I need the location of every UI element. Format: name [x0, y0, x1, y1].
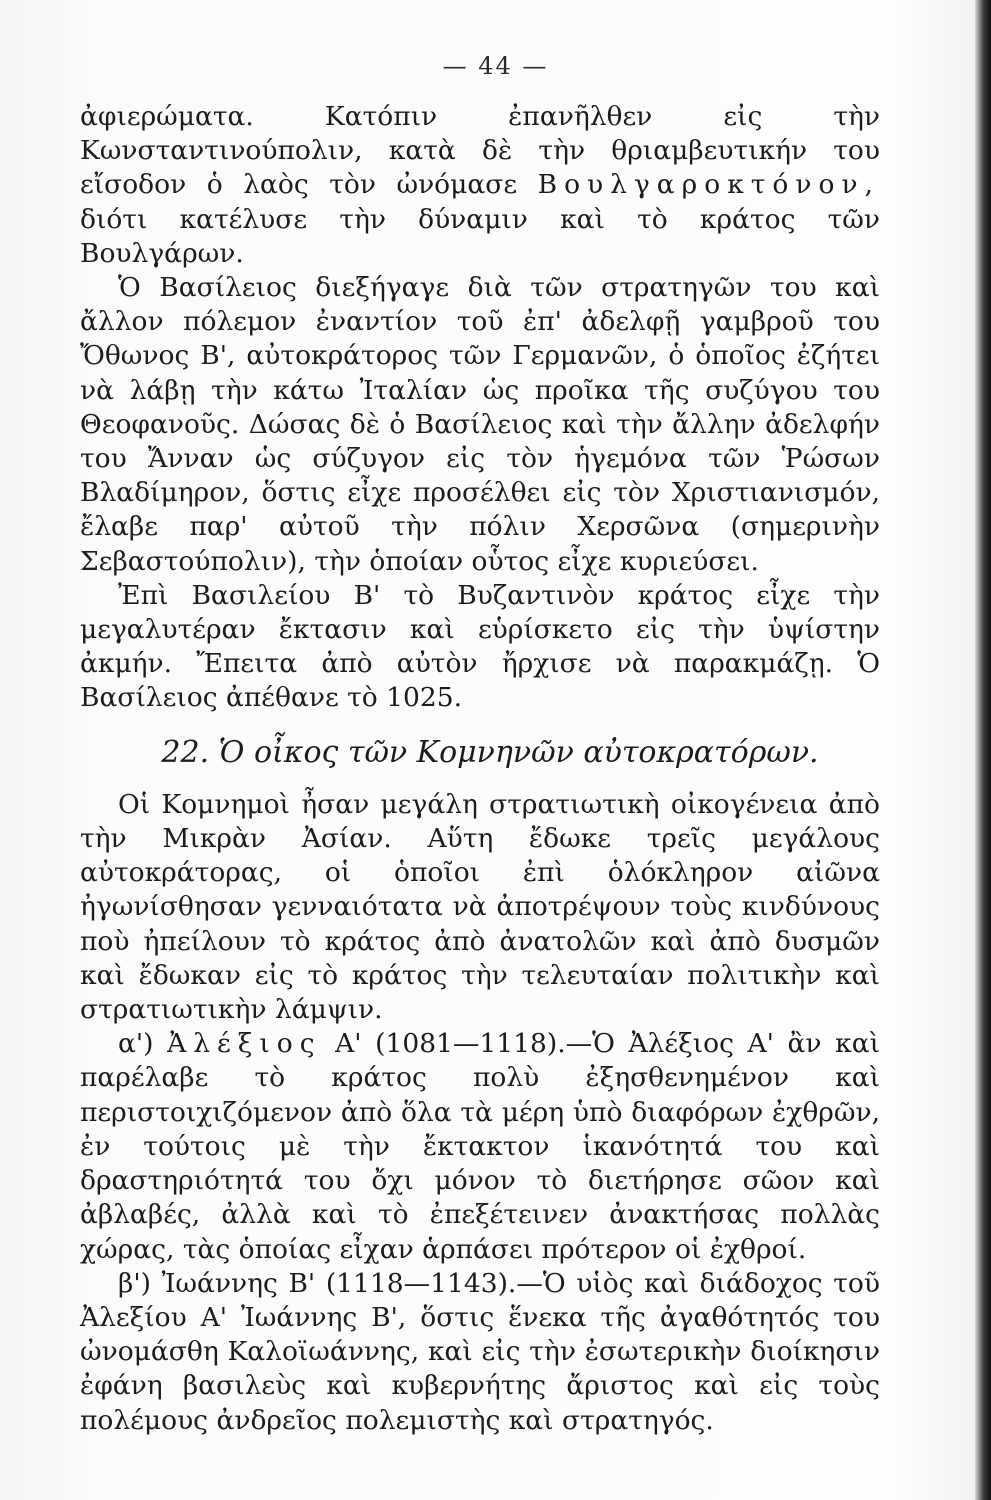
- spaced-word-voulgaroktonos: Βουλγαροκτόνον,: [537, 169, 880, 201]
- page-number: — 44 —: [442, 52, 549, 80]
- page-edge-shadow: [975, 0, 991, 1500]
- body-text: [80, 100, 880, 1438]
- paragraph-3: Ἐπὶ Βασιλείου Β' τὸ Βυζαντινὸν κράτος εἶχε τὴν μεγαλυτέραν ἔκτασιν καὶ εὑρίσκετο εἰς τὴν ὑψίστην ἀκμήν. Ἔπειτα ἀπὸ αὐτὸν ἤρχισε νὰ παρακμάζῃ. Ὁ Βασίλειος ἀπέθανε τὸ 1025.: [80, 579, 880, 714]
- paragraph-5-text: Α' (1081—1118).—Ὁ Ἀλέξιος Α' ἂν καὶ παρέλαβε τὸ κράτος πολὺ ἐξησθενημένον καὶ περιστοιχιζόμενον ἀπὸ ὅλα τὰ μέρη ὑπὸ διαφόρων ἐχθρῶν, ἐν τούτοις μὲ τὴν ἔκτακτον ἱκανότητά του καὶ δραστηριότητά του ὄχι μόνον τὸ διετήρησε σῶον καὶ ἀβλαβές, ἀλλὰ καὶ τὸ ἐπεξέτεινεν ἀνακτήσας πολλὰς χώρας, τὰς ὁποίας εἶχαν ἁρπάσει πρότερον οἱ ἐχθροί.: [80, 1028, 880, 1265]
- paragraph-5: [80, 1027, 880, 1266]
- paragraph-1: [80, 100, 880, 271]
- paragraph-1-end: διότι κατέλυσε τὴν δύναμιν καὶ τὸ κράτος τῶν Βουλγάρων.: [80, 203, 880, 269]
- paragraph-2: Ὁ Βασίλειος διεξήγαγε διὰ τῶν στρατηγῶν του καὶ ἄλλον πόλεμον ἐναντίον τοῦ ἐπ' ἀδελφῇ γαμβροῦ του Ὄθωνος Β', αὐτοκράτορος τῶν Γερμανῶν, ὁ ὁποῖος ἐζήτει νὰ λάβῃ τὴν κάτω Ἰταλίαν ὡς προῖκα τῆς συζύγου του Θεοφανοῦς. Δώσας δὲ ὁ Βασίλειος καὶ τὴν ἄλλην ἀδελφήν του Ἄνναν ὡς σύζυγον εἰς τὸν ἡγεμόνα τῶν Ῥώσων Βλαδίμηρον, ὅστις εἶχε προσέλθει εἰς τὸν Χριστιανισμόν, ἔλαβε παρ' αὐτοῦ τὴν πόλιν Χερσῶνα (σημερινὴν Σεβαστούπολιν), τὴν ὁποίαν οὗτος εἶχε κυριεύσει.: [80, 272, 880, 577]
- paragraph-4: Οἱ Κομνημοὶ ἦσαν μεγάλη στρατιωτικὴ οἰκογένεια ἀπὸ τὴν Μικρὰν Ἀσίαν. Αὕτη ἔδωκε τρεῖς μεγάλους αὐτοκράτορας, οἱ ὁποῖοι ἐπὶ ὁλόκληρον αἰῶνα ἠγωνίσθησαν γενναιότατα νὰ ἀποτρέψουν τοὺς κινδύνους ποὺ ἠπείλουν τὸ κράτος ἀπὸ ἀνατολῶν καὶ ἀπὸ δυσμῶν καὶ ἔδωκαν εἰς τὸ κράτος τὴν τελευταίαν πολιτικὴν καὶ στρατιωτικὴν λάμψιν.: [80, 788, 880, 1026]
- paragraph-6: β') Ἰωάννης Β' (1118—1143).—Ὁ υἱὸς καὶ διάδοχος τοῦ Ἀλεξίου Α' Ἰωάννης Β', ὅστις ἕνεκα τῆς ἀγαθότητός του ὠνομάσθη Καλοϊωάννης, καὶ εἰς τὴν ἐσωτερικὴν διοίκησιν ἐφάνη βασιλεὺς καὶ κυβερνήτης ἄριστος καὶ εἰς τοὺς πολέμους ἀνδρεῖος πολεμιστὴς καὶ στρατηγός.: [80, 1267, 880, 1436]
- spaced-word-alexios: Ἀλέξιος: [167, 1028, 322, 1060]
- section-heading: 22. Ὁ οἶκος τῶν Κομνηνῶν αὐτοκρατόρων.: [161, 734, 819, 770]
- paragraph-1-text: ἀφιερώματα. Κατόπιν ἐπανῆλθεν εἰς τὴν Κωνσταντινούπολιν, κατὰ δὲ τὴν θριαμβευτικήν του εἴσοδον ὁ λαὸς τὸν ὠνόμασε: [80, 101, 880, 201]
- paragraph-5-prefix: α'): [118, 1028, 168, 1060]
